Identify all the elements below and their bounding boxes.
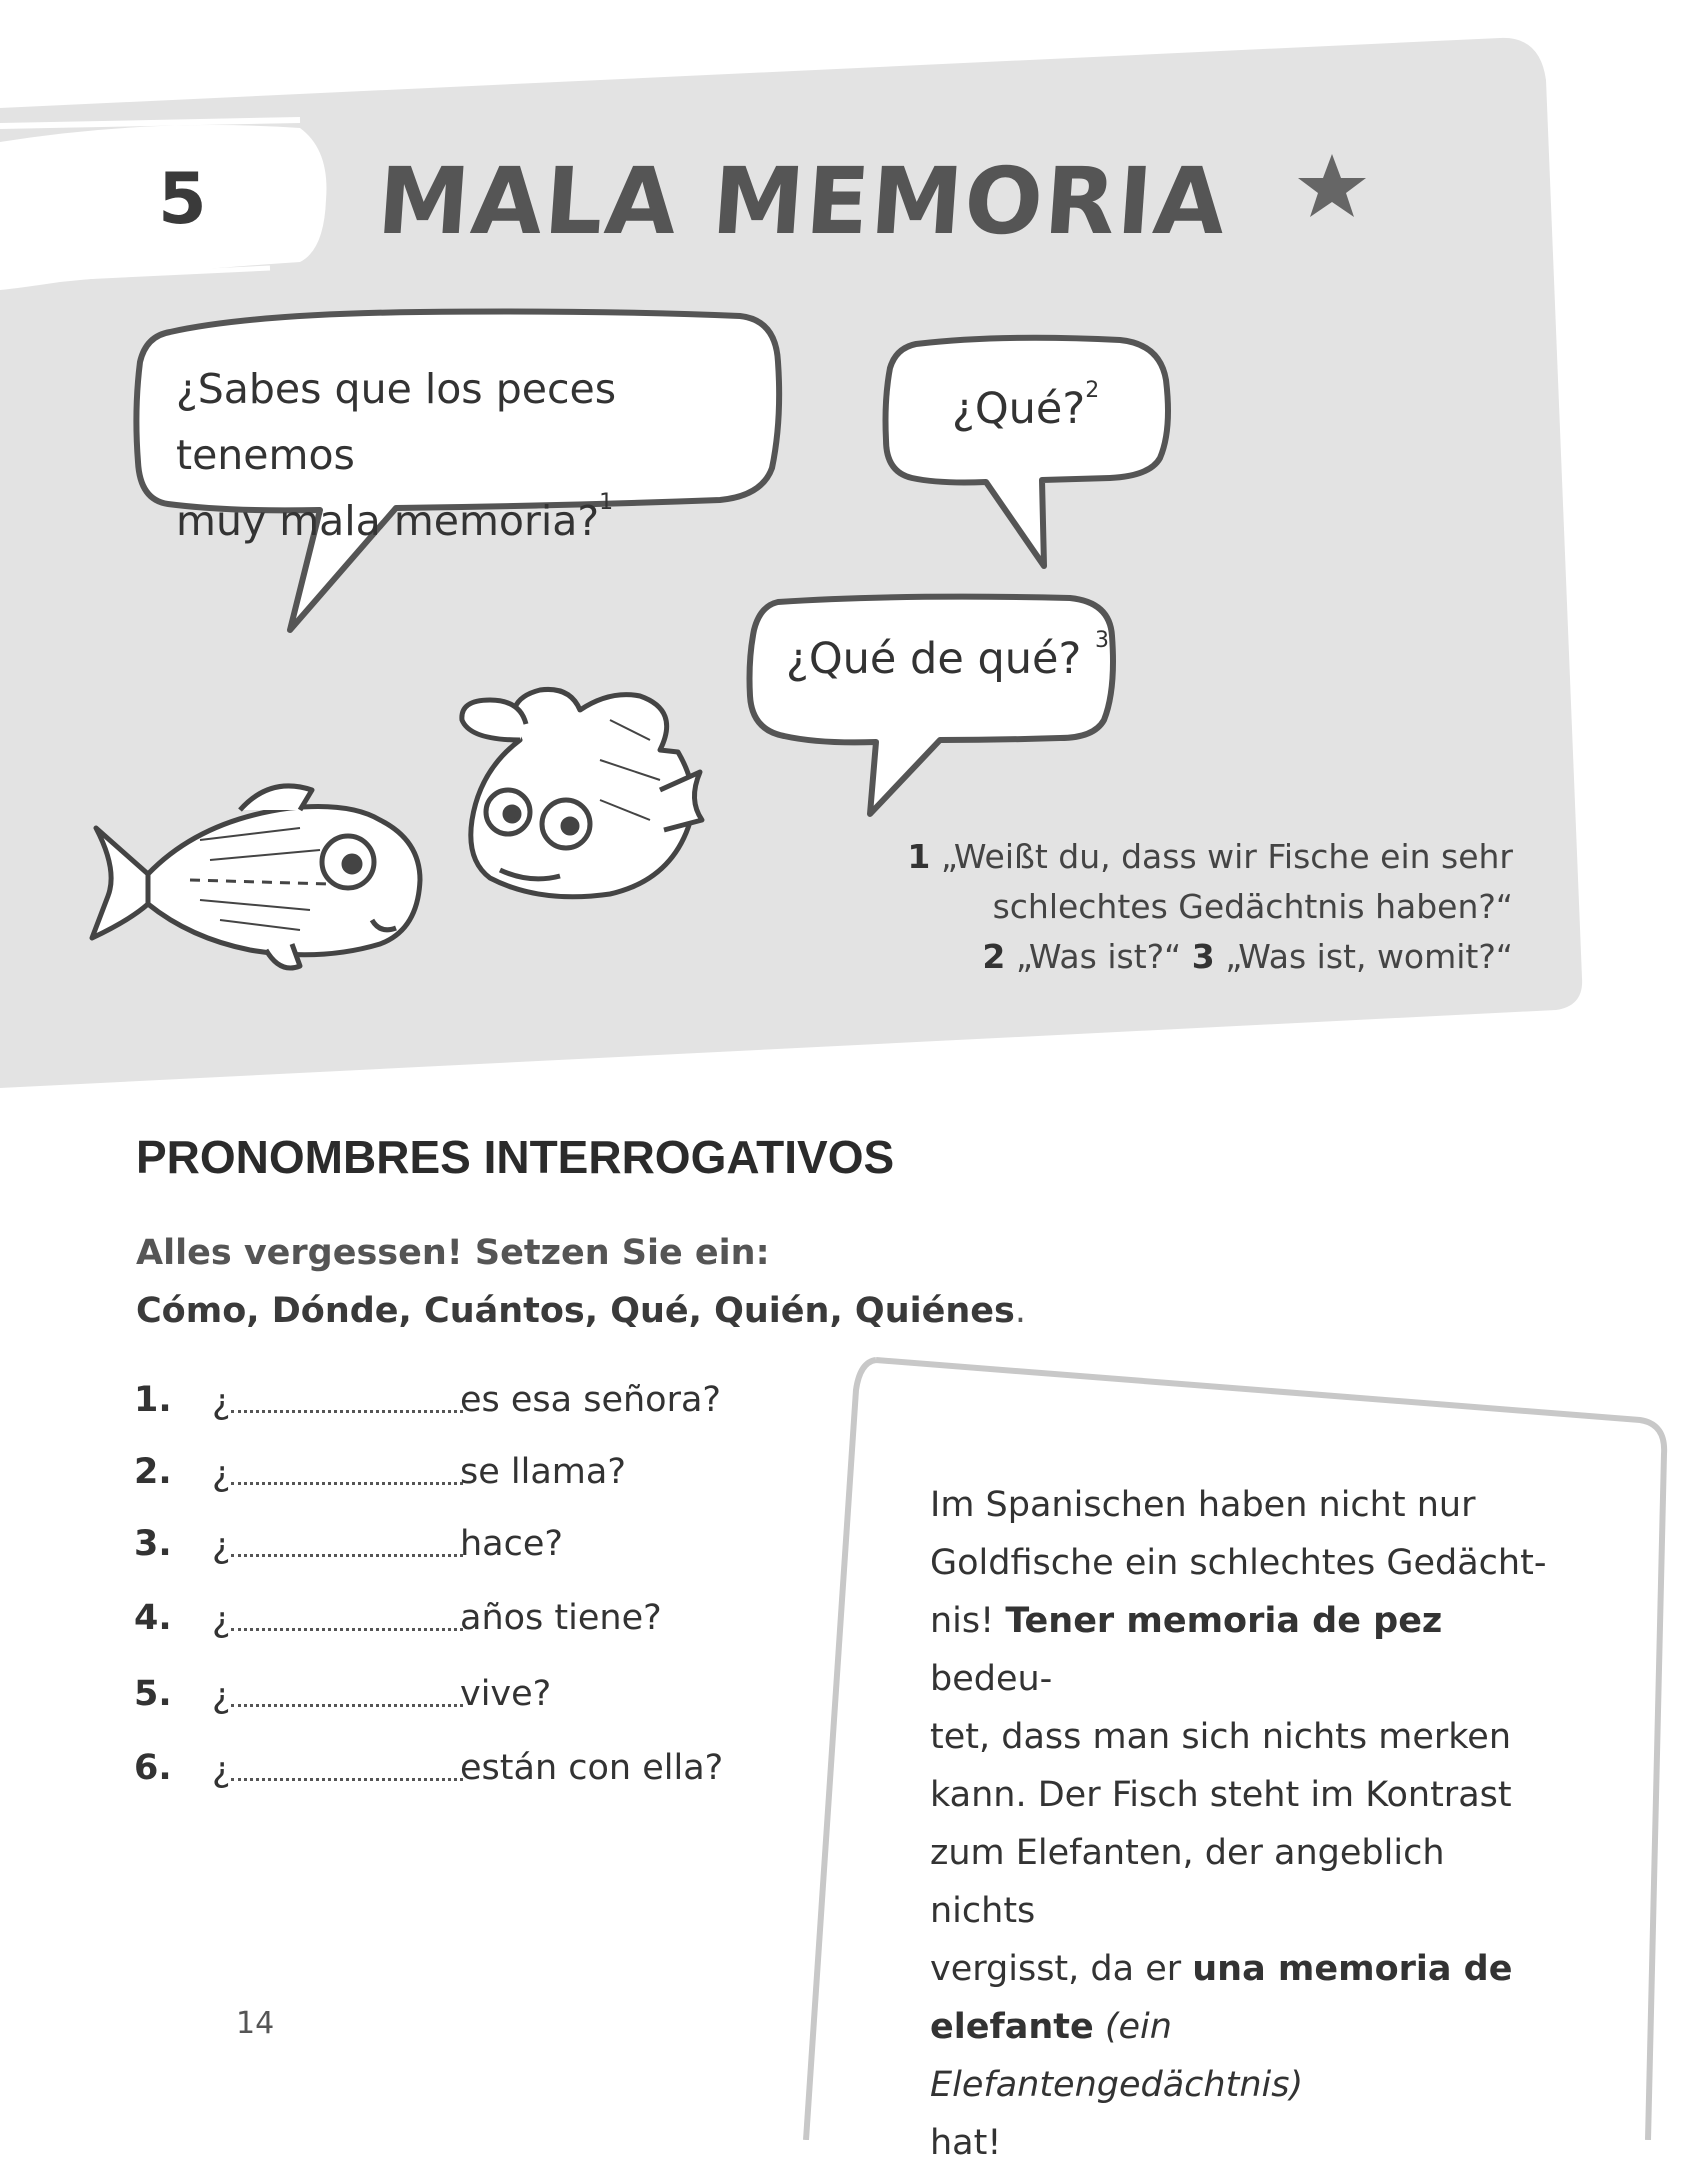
word-bank: Cómo, Dónde, Cuántos, Qué, Quién, Quiénes — [136, 1291, 1015, 1331]
word-bank-line — [136, 1282, 1026, 1340]
footnote-marker-1: 1 — [599, 490, 614, 515]
blank-prefix: ¿ — [212, 1676, 231, 1716]
answer-blank-2[interactable] — [212, 1452, 463, 1494]
blank-prefix: ¿ — [212, 1454, 231, 1494]
bubble-1-line2-wrap — [176, 488, 776, 562]
blank-prefix: ¿ — [212, 1382, 231, 1422]
translation-2-3 — [907, 932, 1513, 982]
answer-blank-3[interactable] — [212, 1524, 463, 1566]
dotted-line — [231, 1452, 463, 1485]
info-line — [930, 1998, 1550, 2114]
dotted-line — [231, 1598, 463, 1631]
exercise-instruction — [136, 1224, 1026, 1340]
item-number: 3. — [134, 1524, 172, 1564]
translation-elefantengedaechtnis: (ein Elefantengedächtnis) — [930, 2007, 1304, 2105]
answer-blank-5[interactable] — [212, 1674, 463, 1716]
chapter-title: MALA MEMORIA — [374, 148, 1231, 255]
answer-blank-4[interactable] — [212, 1598, 463, 1640]
bubble-1-text — [176, 356, 776, 562]
answer-blank-6[interactable] — [212, 1748, 463, 1790]
translation-2-text: „Was ist?“ — [1015, 937, 1182, 976]
section-heading: PRONOMBRES INTERROGATIVOS — [136, 1131, 895, 1183]
dotted-line — [231, 1674, 463, 1707]
translation-1-line2: schlechtes Gedächtnis haben?“ — [992, 887, 1513, 926]
goldfish-illustration — [462, 689, 702, 896]
footnote-translations — [907, 832, 1513, 982]
item-number: 1. — [134, 1380, 172, 1420]
info-line — [930, 1940, 1550, 1998]
item-text: años tiene? — [460, 1598, 662, 1638]
info-line — [930, 1592, 1550, 1708]
bubble-2-text — [952, 378, 1100, 434]
item-number: 2. — [134, 1452, 172, 1492]
item-text: vive? — [460, 1674, 552, 1714]
bubble-3-line: ¿Qué de qué? — [786, 634, 1082, 684]
info-fragment — [1094, 2007, 1105, 2047]
item-number: 5. — [134, 1674, 172, 1714]
info-line: hat! — [930, 2123, 1002, 2163]
item-text: se llama? — [460, 1452, 626, 1492]
item-text: es esa señora? — [460, 1380, 722, 1420]
bubble-1-line2: muy mala memoria? — [176, 497, 600, 545]
info-fragment: nis! — [930, 1601, 1006, 1641]
footnote-marker-2: 2 — [1085, 378, 1100, 403]
footnote-marker-3: 3 — [1094, 628, 1109, 653]
word-bank-period: . — [1014, 1291, 1026, 1331]
bubble-1-line1: ¿Sabes que los peces tenemos — [176, 365, 617, 479]
instruction-text: Alles vergessen! Setzen Sie ein: — [136, 1233, 770, 1273]
dotted-line — [231, 1524, 463, 1557]
info-line: kann. Der Fisch steht im Kontrast — [930, 1775, 1512, 1815]
info-line: zum Elefanten, der angeblich nichts — [930, 1833, 1445, 1931]
translation-3-text: „Was ist, womit?“ — [1225, 937, 1513, 976]
info-fragment: bedeu- — [930, 1659, 1053, 1699]
info-card-text — [930, 1476, 1550, 2172]
idiom-memoria-de-pez: Tener memoria de pez — [1005, 1601, 1443, 1641]
translation-2-number: 2 — [982, 937, 1006, 976]
translation-3-number: 3 — [1191, 937, 1215, 976]
item-number: 4. — [134, 1598, 172, 1638]
blank-prefix: ¿ — [212, 1600, 231, 1640]
dotted-line — [231, 1748, 463, 1781]
dotted-line — [231, 1380, 463, 1413]
info-line: Im Spanischen haben nicht nur — [930, 1485, 1476, 1525]
chapter-number: 5 — [158, 158, 207, 240]
blank-prefix: ¿ — [212, 1750, 231, 1790]
info-line: Goldfische ein schlechtes Gedächt- — [930, 1543, 1547, 1583]
idiom-elefante: elefante — [930, 2007, 1094, 2047]
translation-1 — [907, 832, 1513, 882]
translation-1-number: 1 — [907, 837, 931, 876]
idiom-memoria-de-elefante: una memoria de — [1192, 1949, 1513, 1989]
info-fragment: vergisst, da er — [930, 1949, 1193, 1989]
item-text: están con ella? — [460, 1748, 724, 1788]
bubble-3-text — [786, 628, 1109, 684]
blank-prefix: ¿ — [212, 1526, 231, 1566]
info-line: tet, dass man sich nichts merken — [930, 1717, 1512, 1757]
item-number: 6. — [134, 1748, 172, 1788]
page-number: 14 — [236, 2006, 275, 2041]
bubble-2-line: ¿Qué? — [952, 384, 1086, 434]
item-text: hace? — [460, 1524, 563, 1564]
answer-blank-1[interactable] — [212, 1380, 463, 1422]
translation-1-line1: „Weißt du, dass wir Fische ein sehr — [940, 837, 1513, 876]
